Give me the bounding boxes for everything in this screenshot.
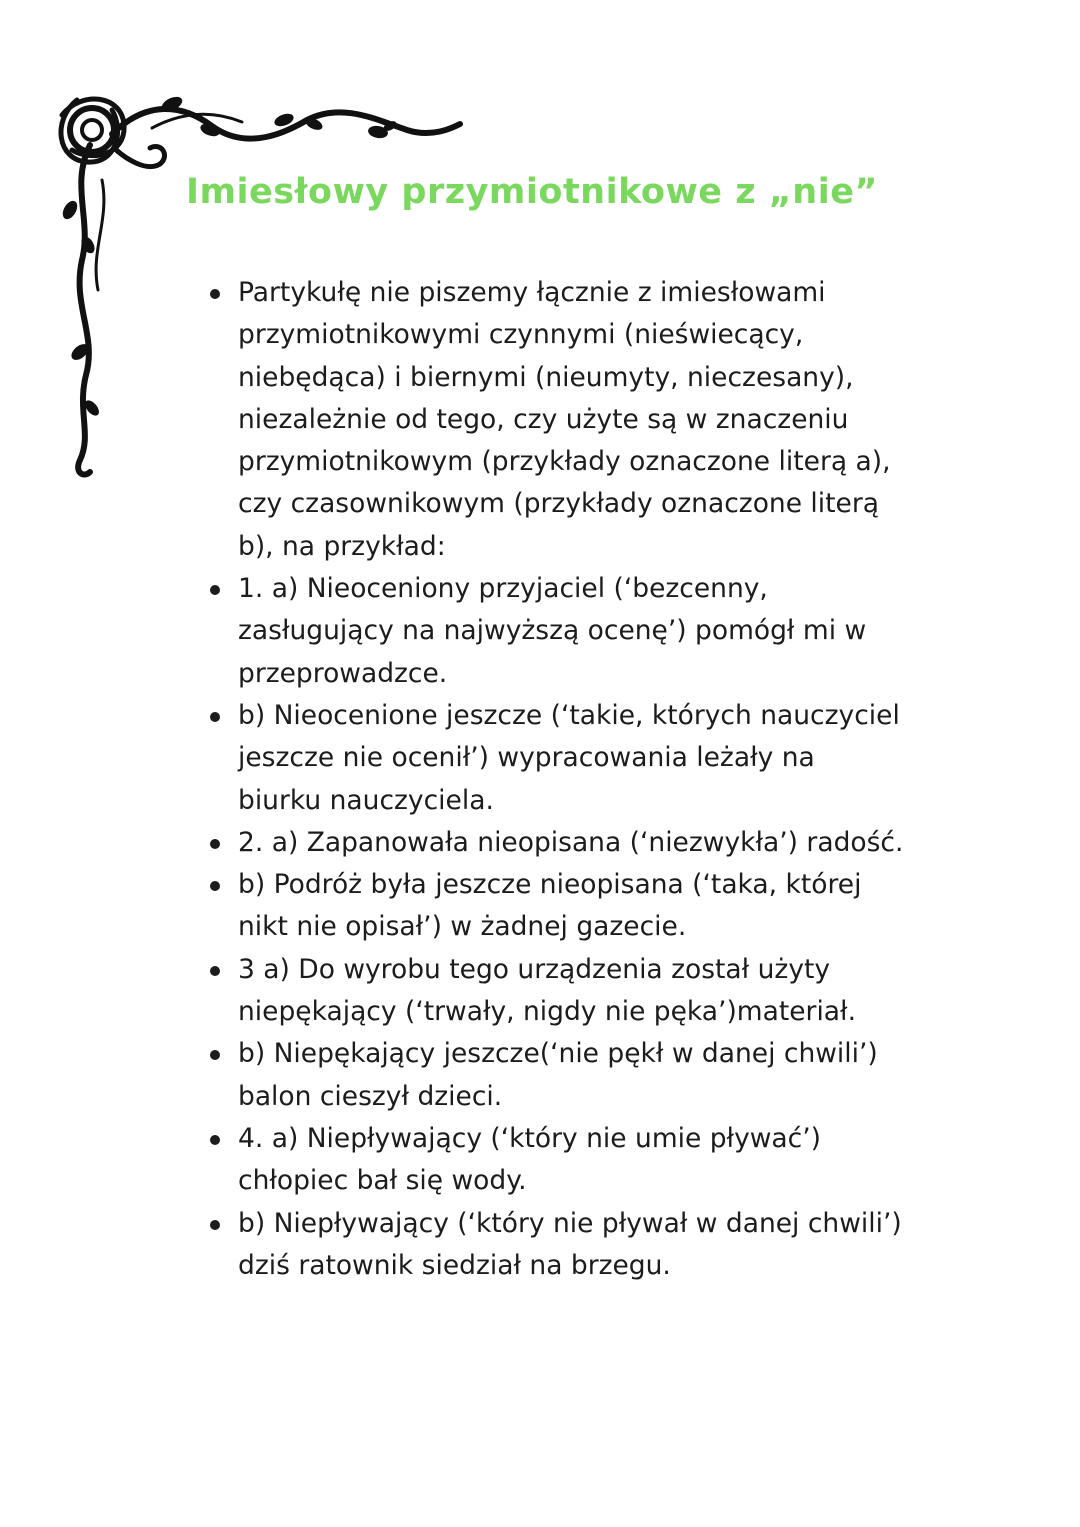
list-item: 3 a) Do wyrobu tego urządzenia został użyty niepękający (‘trwały, nigdy nie pęka’)materiał. bbox=[206, 949, 906, 1034]
page-title: Imiesłowy przymiotnikowe z „nie” bbox=[186, 172, 878, 212]
list-item: b) Nieocenione jeszcze (‘takie, których nauczyciel jeszcze nie ocenił’) wypracowania leżały na biurku nauczyciela. bbox=[206, 695, 906, 822]
bullet-list bbox=[206, 272, 906, 1287]
list-item: b) Podróż była jeszcze nieopisana (‘taka, której nikt nie opisał’) w żadnej gazecie. bbox=[206, 864, 906, 949]
list-item: 1. a) Nieoceniony przyjaciel (‘bezcenny, zasługujący na najwyższą ocenę’) pomógł mi w przeprowadzce. bbox=[206, 568, 906, 695]
list-item: 2. a) Zapanowała nieopisana (‘niezwykła’) radość. bbox=[206, 822, 906, 864]
list-item: 4. a) Niepływający (‘który nie umie pływać’) chłopiec bał się wody. bbox=[206, 1118, 906, 1203]
list-item: b) Niepływający (‘który nie pływał w danej chwili’) dziś ratownik siedział na brzegu. bbox=[206, 1203, 906, 1288]
list-item: Partykułę nie piszemy łącznie z imiesłowami przymiotnikowymi czynnymi (nieświecący, niebędąca) i biernymi (nieumyty, nieczesany), niezależnie od tego, czy użyte są w znaczeniu przymiotnikowym (przykłady oznaczone literą a), czy czasownikowym (przykłady oznaczone literą b), na przykład: bbox=[206, 272, 906, 568]
list-item: b) Niepękający jeszcze(‘nie pękł w danej chwili’) balon cieszył dzieci. bbox=[206, 1033, 906, 1118]
